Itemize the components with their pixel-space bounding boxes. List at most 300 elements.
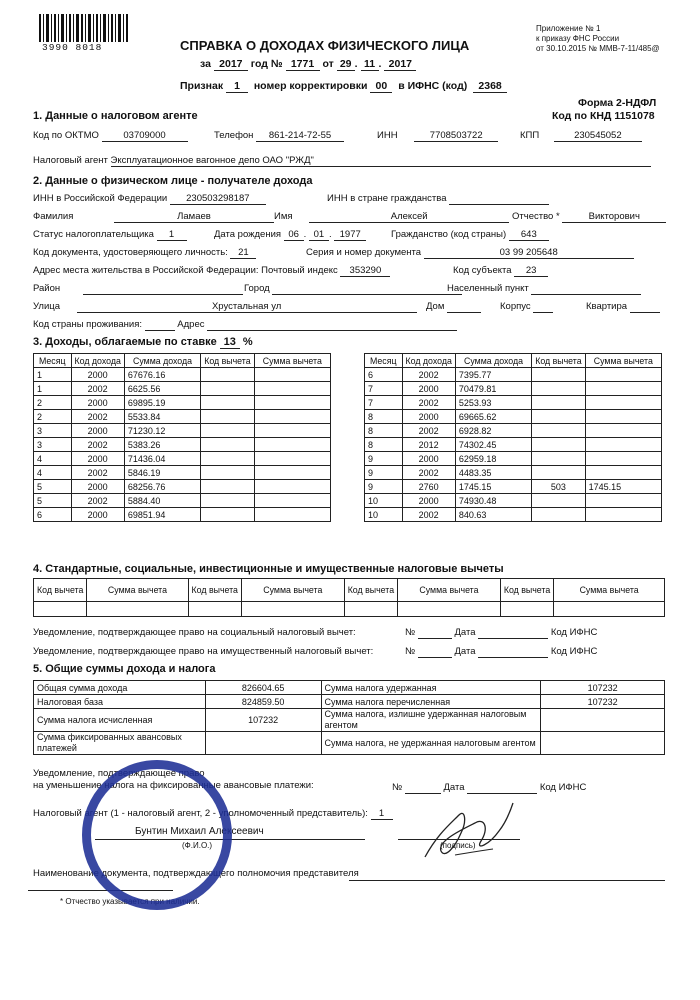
- region-line: [453, 265, 548, 277]
- region-value: 23: [514, 265, 548, 277]
- income-right-cell: 1745.15: [455, 480, 531, 494]
- social-date-label: Дата: [454, 627, 476, 638]
- kpp-line: [520, 130, 642, 142]
- totals-value-cell: 107232: [541, 681, 665, 695]
- citizenship-label: Гражданство (код страны): [391, 229, 507, 240]
- section4-title: 4. Стандартные, социальные, инвестиционные и имущественные налоговые вычеты: [33, 563, 504, 575]
- deductions-header-2: Код вычета: [188, 579, 241, 602]
- totals-label-cell: Сумма налога, не удержанная налоговым агентом: [321, 732, 541, 755]
- income-left-header-row: [34, 354, 331, 368]
- income-right-cell: 10: [365, 508, 403, 522]
- deductions-cell: [188, 602, 241, 617]
- totals-value-cell: 826604.65: [205, 681, 321, 695]
- totals-table: [33, 680, 665, 755]
- oktmo-value: 03709000: [102, 130, 188, 142]
- knd-code: Код по КНД 1151078: [552, 110, 655, 122]
- income-right-header-1: Код дохода: [402, 354, 455, 368]
- surname-value: Ламаев: [114, 211, 274, 223]
- totals-value-cell: 824859.50: [205, 695, 321, 709]
- income-right-header-4: Сумма вычета: [585, 354, 661, 368]
- income-right-header-row: [365, 354, 662, 368]
- income-right-cell: 1745.15: [585, 480, 661, 494]
- form-name: Форма 2-НДФЛ: [578, 97, 657, 109]
- section5-title: 5. Общие суммы дохода и налога: [33, 663, 216, 675]
- patronymic-label: Отчество *: [512, 211, 560, 222]
- representative-doc-label: Наименование документа, подтверждающего полномочия представителя: [33, 868, 359, 879]
- citizenship-line: [391, 229, 549, 241]
- totals-value-cell: [205, 732, 321, 755]
- income-table-left-body: [34, 368, 331, 522]
- representative-doc-underline: [349, 880, 665, 881]
- surname-line: [33, 211, 274, 223]
- table-row: [34, 494, 331, 508]
- income-left-cell: 2000: [71, 368, 124, 382]
- income-right-cell: [532, 368, 585, 382]
- house-line: [426, 301, 481, 313]
- income-left-cell: 1: [34, 382, 72, 396]
- income-left-cell: 2: [34, 396, 72, 410]
- income-left-cell: 2000: [71, 424, 124, 438]
- inn-citizen-line: [327, 193, 549, 205]
- inn-rf-value: 230503298187: [170, 193, 266, 205]
- table-row: [34, 382, 331, 396]
- deductions-cell: [398, 602, 501, 617]
- income-right-cell: [585, 466, 661, 480]
- birth-line: Дата рождения 06 . 01 . 1977: [214, 229, 366, 241]
- income-right-cell: 2002: [402, 508, 455, 522]
- deductions-header-3: Сумма вычета: [241, 579, 344, 602]
- totals-value-cell: 107232: [205, 709, 321, 732]
- birth-label: Дата рождения: [214, 229, 282, 240]
- month-value: 11: [361, 58, 379, 71]
- deductions-empty-row: [34, 602, 665, 617]
- income-left-cell: 2002: [71, 466, 124, 480]
- birth-year: 1977: [334, 229, 366, 241]
- phone-value: 861-214-72-55: [256, 130, 344, 142]
- income-right-cell: [532, 410, 585, 424]
- year-label: год: [250, 58, 268, 70]
- property-notice-label: Уведомление, подтверждающее право на имущественный налоговый вычет:: [33, 646, 374, 657]
- deductions-header-7: Сумма вычета: [554, 579, 665, 602]
- doc-code-line: [33, 247, 256, 259]
- income-right-cell: 8: [365, 410, 403, 424]
- income-left-cell: 5533.84: [124, 410, 200, 424]
- table-row: [34, 424, 331, 438]
- deductions-header-1: Сумма вычета: [87, 579, 188, 602]
- address2-value: [207, 319, 457, 331]
- ifns-label: в ИФНС (код): [398, 80, 468, 92]
- income-right-cell: 2760: [402, 480, 455, 494]
- totals-row: [34, 709, 665, 732]
- district-value: [83, 283, 243, 295]
- street-label: Улица: [33, 301, 60, 312]
- income-left-cell: [201, 424, 254, 438]
- table-row: [365, 396, 662, 410]
- income-right-cell: [585, 494, 661, 508]
- inn-citizen-value: [449, 193, 549, 205]
- city-line: [244, 283, 462, 295]
- income-left-cell: 2000: [71, 452, 124, 466]
- table-row: [34, 438, 331, 452]
- phone-label: Телефон: [214, 130, 254, 141]
- for-label: за: [200, 58, 211, 70]
- income-right-cell: 70479.81: [455, 382, 531, 396]
- district-label: Район: [33, 283, 61, 294]
- property-no-label: №: [405, 646, 416, 657]
- locality-value: [531, 283, 641, 295]
- income-left-cell: [254, 466, 330, 480]
- income-right-cell: [585, 508, 661, 522]
- income-right-cell: [532, 424, 585, 438]
- appendix-line-2: к приказу ФНС России: [536, 34, 620, 43]
- table-row: [34, 396, 331, 410]
- street-value: Хрустальная ул: [77, 301, 417, 313]
- income-right-cell: [532, 396, 585, 410]
- table-row: [365, 452, 662, 466]
- percent-sign: %: [242, 336, 253, 348]
- income-left-cell: [254, 382, 330, 396]
- income-right-cell: 2000: [402, 382, 455, 396]
- income-right-cell: 5253.93: [455, 396, 531, 410]
- status-value: 1: [157, 229, 187, 241]
- address-line: [33, 265, 390, 277]
- deductions-header-6: Код вычета: [500, 579, 553, 602]
- income-table-right-body: [365, 368, 662, 522]
- totals-row: [34, 732, 665, 755]
- income-right-cell: 2002: [402, 466, 455, 480]
- region-label: Код субъекта: [453, 265, 512, 276]
- income-right-cell: 6928.82: [455, 424, 531, 438]
- income-left-header-0: Месяц: [34, 354, 72, 368]
- income-right-cell: 9: [365, 452, 403, 466]
- deductions-cell: [34, 602, 87, 617]
- income-table-left: [33, 353, 331, 522]
- advance-date-value: [467, 782, 537, 794]
- income-left-cell: 69851.94: [124, 508, 200, 522]
- city-value: [272, 283, 462, 295]
- name-value: Алексей: [309, 211, 509, 223]
- income-left-cell: 2000: [71, 508, 124, 522]
- social-notice-fields: [405, 627, 597, 639]
- income-right-header-0: Месяц: [365, 354, 403, 368]
- signature-caption: (подпись): [440, 841, 476, 850]
- sign-line: [180, 80, 507, 93]
- doc-code-label: Код документа, удостоверяющего личность:: [33, 247, 228, 258]
- name-line: [274, 211, 509, 223]
- house-label: Дом: [426, 301, 445, 312]
- income-right-cell: [532, 452, 585, 466]
- income-right-cell: 10: [365, 494, 403, 508]
- income-left-cell: 4: [34, 452, 72, 466]
- doc-code-value: 21: [230, 247, 256, 259]
- income-left-header-3: Код вычета: [201, 354, 254, 368]
- income-left-cell: [254, 480, 330, 494]
- income-right-cell: 840.63: [455, 508, 531, 522]
- property-date-label: Дата: [454, 646, 476, 657]
- social-notice-line: [33, 627, 356, 638]
- income-right-cell: 7: [365, 396, 403, 410]
- postcode-value: 353290: [340, 265, 390, 277]
- sign-value: 1: [226, 80, 248, 93]
- locality-label: Населенный пункт: [447, 283, 529, 294]
- income-left-cell: [254, 494, 330, 508]
- income-left-cell: 5884.40: [124, 494, 200, 508]
- signature-svg: [415, 795, 525, 870]
- name-label: Имя: [274, 211, 293, 222]
- building-line: [500, 301, 553, 313]
- income-left-header-4: Сумма вычета: [254, 354, 330, 368]
- country-line: [33, 319, 457, 331]
- agent-inn-value: 7708503722: [414, 130, 498, 142]
- totals-row: [34, 681, 665, 695]
- advance-notice-fields: [392, 782, 586, 794]
- income-right-cell: [532, 494, 585, 508]
- income-right-cell: 7: [365, 382, 403, 396]
- from-label: от: [322, 58, 334, 70]
- property-date-value: [478, 646, 548, 658]
- income-right-cell: 8: [365, 438, 403, 452]
- country-label: Код страны проживания:: [33, 319, 142, 330]
- income-left-cell: [254, 452, 330, 466]
- birth-day: 06: [284, 229, 304, 241]
- income-right-cell: 2012: [402, 438, 455, 452]
- deductions-cell: [500, 602, 553, 617]
- status-line: [33, 229, 187, 241]
- deductions-header-row: [34, 579, 665, 602]
- phone-line: [214, 130, 344, 142]
- birth-month: 01: [309, 229, 329, 241]
- surname-label: Фамилия: [33, 211, 74, 222]
- agent-label: Налоговый агент: [33, 155, 108, 166]
- postcode-label: Почтовый индекс: [261, 265, 338, 276]
- agent-inn-label: ИНН: [377, 130, 398, 141]
- fio-caption: (Ф.И.О.): [182, 841, 213, 850]
- correction-label: номер корректировки: [253, 80, 368, 92]
- street-line: [33, 301, 417, 313]
- income-right-cell: 2000: [402, 494, 455, 508]
- property-notice-fields: [405, 646, 597, 658]
- income-left-cell: 68256.76: [124, 480, 200, 494]
- income-left-cell: 2: [34, 410, 72, 424]
- income-right-cell: 74302.45: [455, 438, 531, 452]
- doc-series-line: [306, 247, 634, 259]
- number-label: №: [270, 58, 283, 70]
- advance-ifns-label: Код ИФНС: [539, 782, 587, 793]
- kpp-label: КПП: [520, 130, 540, 141]
- table-row: [365, 410, 662, 424]
- advance-notice-line-2: на уменьшение налога на фиксированные авансовые платежи:: [33, 780, 314, 791]
- signer-name: Бунтин Михаил Алексеевич: [135, 826, 264, 837]
- rate-value: 13: [220, 336, 240, 349]
- income-left-cell: [201, 410, 254, 424]
- income-left-cell: 5846.19: [124, 466, 200, 480]
- city-label: Город: [244, 283, 270, 294]
- income-table-right-head: [365, 354, 662, 368]
- income-right-cell: 4483.35: [455, 466, 531, 480]
- totals-value-cell: [541, 709, 665, 732]
- table-row: [365, 382, 662, 396]
- income-left-header-2: Сумма дохода: [124, 354, 200, 368]
- totals-label-cell: Общая сумма дохода: [34, 681, 206, 695]
- advance-date-label: Дата: [443, 782, 465, 793]
- table-row: [34, 466, 331, 480]
- totals-row: [34, 695, 665, 709]
- income-left-cell: 3: [34, 438, 72, 452]
- income-right-cell: 62959.18: [455, 452, 531, 466]
- income-left-cell: [201, 396, 254, 410]
- totals-label-cell: Налоговая база: [34, 695, 206, 709]
- income-left-cell: 4: [34, 466, 72, 480]
- income-left-cell: [201, 382, 254, 396]
- income-left-cell: 2000: [71, 396, 124, 410]
- income-right-cell: 6: [365, 368, 403, 382]
- number-value: 1771: [286, 58, 320, 71]
- agent-line: [33, 155, 651, 167]
- doc-series-value: 03 99 205648: [424, 247, 634, 259]
- section3-title: [33, 336, 253, 349]
- address-label: Адрес места жительства в Российской Федерации:: [33, 265, 259, 276]
- table-row: [34, 480, 331, 494]
- totals-label-cell: Сумма налога перечисленная: [321, 695, 541, 709]
- day-value: 29: [337, 58, 355, 71]
- deductions-cell: [87, 602, 188, 617]
- income-right-cell: 2002: [402, 396, 455, 410]
- deductions-table-body: [34, 579, 665, 617]
- totals-table-body: [34, 681, 665, 755]
- income-left-cell: [254, 508, 330, 522]
- certificate-number-line: за 2017 год № 1771 от 29 . 11 . 2017: [200, 58, 416, 71]
- income-right-cell: 2002: [402, 424, 455, 438]
- building-label: Корпус: [500, 301, 531, 312]
- income-left-cell: 6625.56: [124, 382, 200, 396]
- section3-title-text: 3. Доходы, облагаемые по ставке: [33, 336, 217, 348]
- table-row: [365, 368, 662, 382]
- table-row: [365, 494, 662, 508]
- social-ifns-label: Код ИФНС: [550, 627, 598, 638]
- property-notice-line: [33, 646, 373, 657]
- sign-label: Признак: [180, 80, 224, 92]
- income-left-cell: [201, 368, 254, 382]
- deductions-header-0: Код вычета: [34, 579, 87, 602]
- income-right-cell: [585, 452, 661, 466]
- income-left-cell: [254, 424, 330, 438]
- deductions-header-4: Код вычета: [344, 579, 397, 602]
- district-line: [33, 283, 243, 295]
- deductions-header-5: Сумма вычета: [398, 579, 501, 602]
- appendix-line-3: от 30.10.2015 № ММВ-7-11/485@: [536, 44, 660, 53]
- table-row: [34, 508, 331, 522]
- inn-rf-label: ИНН в Российской Федерации: [33, 193, 168, 204]
- income-right-cell: 74930.48: [455, 494, 531, 508]
- agent-value: Эксплуатационное вагонное депо ОАО "РЖД": [111, 155, 651, 167]
- citizenship-value: 643: [509, 229, 549, 241]
- agent-inn-line: [377, 130, 498, 142]
- totals-label-cell: Сумма фиксированных авансовых платежей: [34, 732, 206, 755]
- income-right-cell: [585, 438, 661, 452]
- income-right-cell: [532, 466, 585, 480]
- totals-value-cell: [541, 732, 665, 755]
- date-year-value: 2017: [384, 58, 416, 71]
- deductions-table: [33, 578, 665, 617]
- income-left-cell: 2002: [71, 410, 124, 424]
- stamp-circle-icon: [82, 760, 232, 910]
- agent-type-label: Налоговый агент (1 - налоговый агент, 2 - уполномоченный представитель):: [33, 808, 368, 819]
- income-right-cell: [532, 438, 585, 452]
- income-right-cell: [585, 424, 661, 438]
- oktmo-line: [33, 130, 188, 142]
- house-value: [447, 301, 481, 313]
- income-left-cell: 69895.19: [124, 396, 200, 410]
- address2-label: Адрес: [177, 319, 205, 330]
- income-right-cell: [585, 396, 661, 410]
- kpp-value: 230545052: [554, 130, 642, 142]
- document-title: СПРАВКА О ДОХОДАХ ФИЗИЧЕСКОГО ЛИЦА: [180, 38, 470, 53]
- income-left-cell: 5383.26: [124, 438, 200, 452]
- section1-title: 1. Данные о налоговом агенте: [33, 110, 198, 122]
- table-row: [365, 466, 662, 480]
- section2-title: 2. Данные о физическом лице - получателе дохода: [33, 175, 313, 187]
- income-right-cell: 69665.62: [455, 410, 531, 424]
- ifns-value: 2368: [473, 80, 507, 93]
- signature-icon: [415, 795, 525, 870]
- social-no-label: №: [405, 627, 416, 638]
- locality-line: [447, 283, 641, 295]
- income-left-cell: [254, 438, 330, 452]
- deductions-cell: [554, 602, 665, 617]
- income-right-cell: 503: [532, 480, 585, 494]
- income-right-cell: 2000: [402, 452, 455, 466]
- income-left-cell: [254, 396, 330, 410]
- table-row: [34, 368, 331, 382]
- deductions-cell: [344, 602, 397, 617]
- appendix-line-1: Приложение № 1: [536, 24, 601, 33]
- income-left-cell: [201, 452, 254, 466]
- income-right-cell: 7395.77: [455, 368, 531, 382]
- income-right-cell: [585, 410, 661, 424]
- property-no-value: [418, 646, 452, 658]
- income-left-cell: 1: [34, 368, 72, 382]
- income-left-cell: 5: [34, 480, 72, 494]
- social-no-value: [418, 627, 452, 639]
- income-left-cell: 71230.12: [124, 424, 200, 438]
- inn-rf-line: [33, 193, 266, 205]
- income-right-cell: [585, 382, 661, 396]
- income-left-cell: 6: [34, 508, 72, 522]
- table-row: [34, 410, 331, 424]
- totals-label-cell: Сумма налога удержанная: [321, 681, 541, 695]
- income-left-cell: [254, 410, 330, 424]
- income-left-cell: [201, 466, 254, 480]
- advance-no-label: №: [392, 782, 403, 793]
- inn-citizen-label: ИНН в стране гражданства: [327, 193, 447, 204]
- income-right-cell: 2000: [402, 410, 455, 424]
- income-left-cell: 5: [34, 494, 72, 508]
- property-ifns-label: Код ИФНС: [550, 646, 598, 657]
- income-left-cell: [254, 368, 330, 382]
- income-right-cell: 9: [365, 466, 403, 480]
- status-label: Статус налогоплательщика: [33, 229, 154, 240]
- income-right-cell: 2002: [402, 368, 455, 382]
- totals-value-cell: 107232: [541, 695, 665, 709]
- apartment-line: [586, 301, 660, 313]
- income-left-cell: 2000: [71, 480, 124, 494]
- income-right-cell: [532, 382, 585, 396]
- income-left-cell: 2002: [71, 438, 124, 452]
- income-right-cell: [585, 368, 661, 382]
- social-notice-label: Уведомление, подтверждающее право на социальный налоговый вычет:: [33, 627, 356, 638]
- income-right-header-3: Код вычета: [532, 354, 585, 368]
- deductions-cell: [241, 602, 344, 617]
